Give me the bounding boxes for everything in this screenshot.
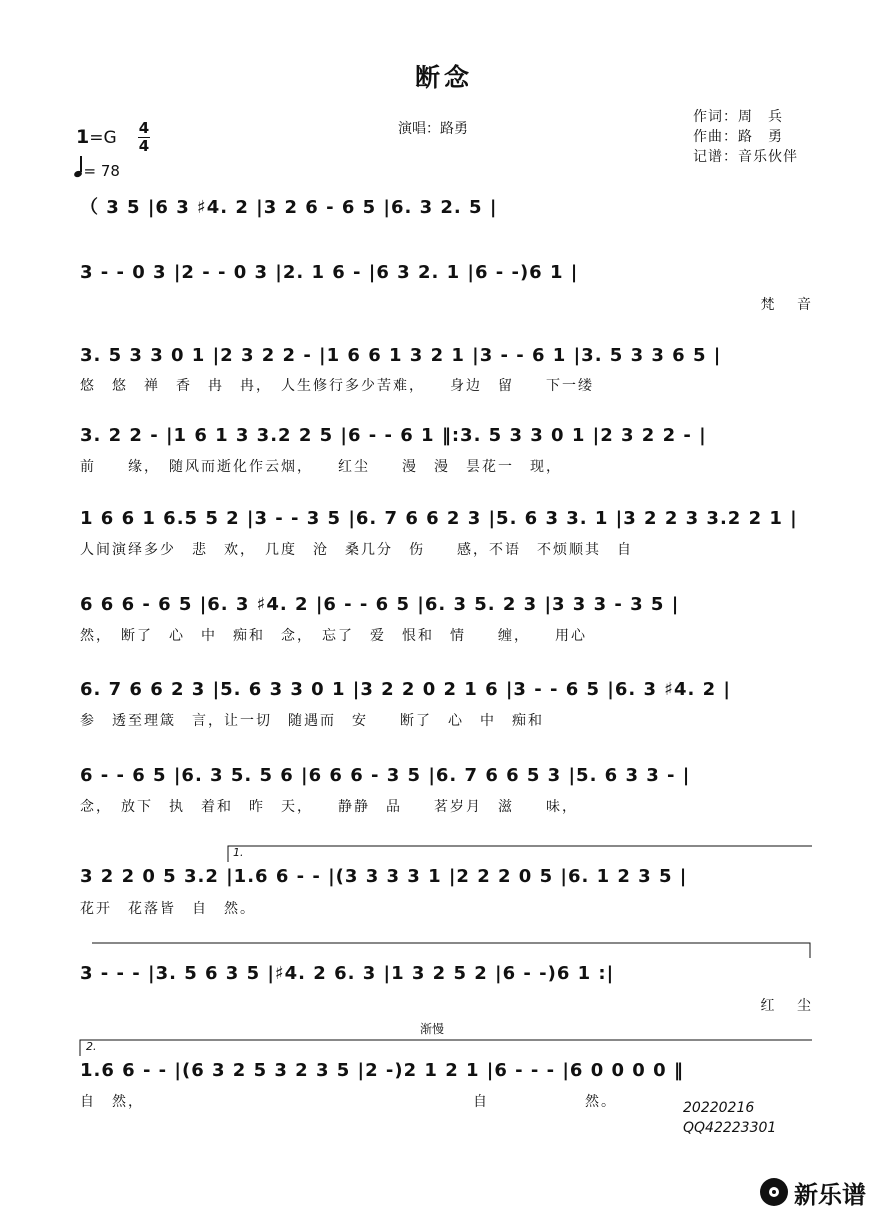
qq-contact: QQ42223301	[683, 1120, 777, 1136]
song-title: 断念	[414, 63, 473, 92]
lyric-line-9: 花开 花落皆 自 然。	[80, 901, 256, 917]
lyric-line-3: 悠 悠 禅 香 冉 冉， 人生修行多少苦难， 身边 留 下一缕	[80, 378, 594, 394]
score-line-1: （ 3 5 |6 3 ♯4. 2 |3 2 6 - 6 5 |6. 3 2. 5 |	[80, 197, 498, 218]
singer-credit: 演唱：路勇	[398, 121, 468, 137]
lyric-line-2: 梵 音	[760, 297, 820, 313]
site-logo: 新乐谱	[760, 1174, 884, 1210]
score-line-4: 3. 2 2 - |1 6 1 3 3.2 2 5 |6 - - 6 1 ‖:3. 5 3 3 0 1 |2 3 2 2 - |	[80, 425, 707, 446]
volta-1-label: 1.	[233, 846, 244, 859]
lyric-line-7: 参 透至理箴 言，让一切 随遇而 安 断了 心 中 痴和	[80, 713, 544, 729]
ritardando-marking: 渐慢	[420, 1022, 445, 1036]
score-line-2: 3 - - 0 3 |2 - - 0 3 |2. 1 6 - |6 3 2. 1 |6 - -)6 1 |	[80, 262, 579, 283]
score-line-5: 1 6 6 1 6.5 5 2 |3 - - 3 5 |6. 7 6 6 2 3 |5. 6 3 3. 1 |3 2 2 3 3.2 2 1 |	[80, 508, 798, 529]
volta-2-label: 2.	[86, 1040, 97, 1053]
score-line-7: 6. 7 6 6 2 3 |5. 6 3 3 0 1 |3 2 2 0 2 1 6 |3 - - 6 5 |6. 3 ♯4. 2 |	[80, 679, 731, 700]
composer-credit: 作曲：路 勇	[693, 129, 783, 145]
lyric-line-6: 然， 断了 心 中 痴和 念， 忘了 爱 恨和 情 缠， 用心	[80, 628, 587, 644]
lyricist-credit: 作词：周 兵	[693, 109, 783, 125]
lyric-line-11: 自 然， 自 然。	[80, 1094, 617, 1110]
key-signature: 1=G	[76, 126, 117, 148]
score-line-3: 3. 5 3 3 0 1 |2 3 2 2 - |1 6 6 1 3 2 1 |3 - - 6 1 |3. 5 3 3 6 5 |	[80, 345, 722, 366]
transcription-date: 20220216	[683, 1100, 755, 1116]
score-line-8: 6 - - 6 5 |6. 3 5. 5 6 |6 6 6 - 3 5 |6. 7 6 6 5 3 |5. 6 3 3 - |	[80, 765, 691, 786]
lyric-line-4: 前 缘， 随风而逝化作云烟， 红尘 漫 漫 昙花一 现，	[80, 459, 562, 475]
score-line-9: 3 2 2 0 5 3.2 |1.6 6 - - |(3 3 3 3 1 |2 2 2 0 5 |6. 1 2 3 5 |	[80, 866, 688, 887]
lyric-line-5: 人间演绎多少 悲 欢， 几度 沧 桑几分 伤 感，不语 不烦顺其 自	[80, 542, 633, 558]
lyric-line-10: 红 尘	[760, 998, 820, 1014]
vinyl-disc-icon	[760, 1178, 788, 1206]
time-signature: 4 4	[138, 119, 150, 155]
lyric-line-8: 念， 放下 执 着和 昨 天， 静静 品 茗岁月 滋 味，	[80, 799, 578, 815]
score-line-6: 6 6 6 - 6 5 |6. 3 ♯4. 2 |6 - - 6 5 |6. 3 5. 2 3 |3 3 3 - 3 5 |	[80, 594, 680, 615]
transcriber-credit: 记谱：音乐伙伴	[693, 149, 798, 165]
tempo-marking: = 78	[74, 160, 120, 180]
score-line-11: 1.6 6 - - |(6 3 2 5 3 2 3 5 |2 -)2 1 2 1 |6 - - - |6 0 0 0 0 ‖	[80, 1060, 684, 1081]
score-line-10: 3 - - - |3. 5 6 3 5 |♯4. 2 6. 3 |1 3 2 5 2 |6 - -)6 1 :|	[80, 963, 615, 984]
